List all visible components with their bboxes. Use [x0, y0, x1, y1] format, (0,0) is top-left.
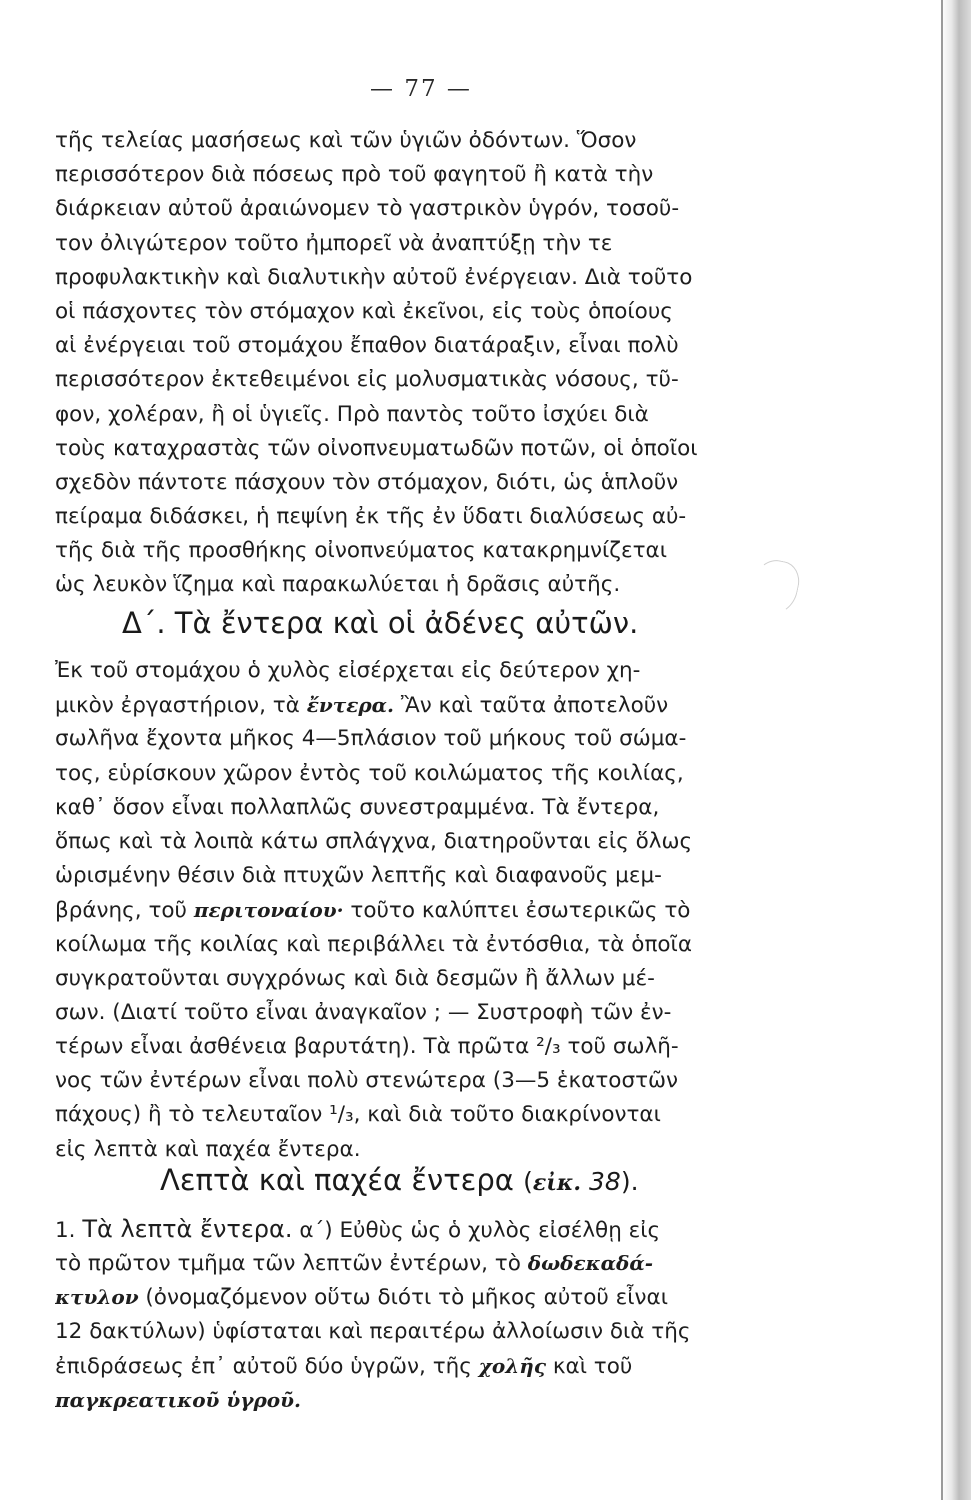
- text-line: τὸ πρῶτον τμῆμα τῶν λεπτῶν ἐντέρων, τὸ δωδεκαδά-: [55, 1251, 654, 1277]
- text-line: αἱ ἐνέργειαι τοῦ στομάχου ἔπαθον διατάραξιν, εἶναι πολὺ: [55, 333, 679, 359]
- text-line: τος, εὑρίσκουν χῶρον ἐντὸς τοῦ κοιλώματος τῆς κοιλίας,: [55, 760, 684, 786]
- term-intestines: ἔντερα.: [306, 693, 395, 718]
- text-line: κοίλωμα τῆς κοιλίας καὶ περιβάλλει τὰ ἐντόσθια, τὰ ὁποῖα: [55, 931, 693, 957]
- subheading-small-intestines: Τὰ λεπτὰ ἔντερα.: [82, 1215, 293, 1243]
- text-line: τῆς τελείας μασήσεως καὶ τῶν ὑγιῶν ὀδόντων. Ὅσον: [55, 128, 637, 153]
- text-line: προφυλακτικὴν καὶ διαλυτικὴν αὐτοῦ ἐνέργειαν. Διὰ τοῦτο: [55, 264, 693, 290]
- term-peritoneum: περιτοναίου·: [193, 898, 344, 923]
- text-line: σωλῆνα ἔχοντα μῆκος 4—5πλάσιον τοῦ μήκους τοῦ σώμα-: [55, 726, 687, 752]
- text-line: τον ὀλιγώτερον τοῦτο ἠμπορεῖ νὰ ἀναπτύξῃ τὴν τε: [55, 230, 613, 256]
- text-line: ἐπιδράσεως ἐπ᾽ αὐτοῦ δύο ὑγρῶν, τῆς χολῆς καὶ τοῦ: [55, 1353, 633, 1379]
- text-line: οἱ πάσχοντες τὸν στόμαχον καὶ ἐκεῖνοι, εἰς τοὺς ὁποίους: [55, 298, 673, 324]
- section-heading-intestines: Δ΄. Τὰ ἔντερα καὶ οἱ ἀδένες αὐτῶν.: [122, 606, 639, 640]
- text-line: τῆς διὰ τῆς προσθήκης οἰνοπνεύματος κατακρημνίζεται: [55, 538, 667, 564]
- paragraph-small-intestines: [55, 1212, 815, 1417]
- paragraph-intestines: [55, 654, 815, 1167]
- text-line: [55, 1383, 815, 1417]
- text-line: πείραμα διδάσκει, ἡ πεψίνη ἐκ τῆς ἐν ὕδατι διαλύσεως αὐ-: [55, 504, 687, 530]
- text-line: συγκρατοῦνται συγχρόνως καὶ διὰ δεσμῶν ἢ ἄλλων μέ-: [55, 965, 655, 991]
- text-line: τέρων εἶναι ἀσθένεια βαρυτάτη). Τὰ πρῶτα ²/₃ τοῦ σωλῆ-: [55, 1034, 679, 1060]
- text-line: μικὸν ἐργαστήριον, τὰ ἔντερα. Ἂν καὶ ταῦτα ἀποτελοῦν: [55, 693, 669, 719]
- term-duodenum: δωδεκαδά-: [527, 1251, 654, 1276]
- text-line: σχεδὸν πάντοτε πάσχουν τὸν στόμαχον, διότι, ὡς ἁπλοῦν: [55, 469, 679, 495]
- text-line: 12 δακτύλων) ὑφίσταται καὶ περαιτέρω ἀλλοίωσιν διὰ τῆς: [55, 1318, 691, 1344]
- text-line: Ἐκ τοῦ στομάχου ὁ χυλὸς εἰσέρχεται εἰς δεύτερον χη-: [55, 658, 641, 683]
- text-line: 1. Τὰ λεπτὰ ἔντερα. α΄) Εὐθὺς ὡς ὁ χυλὸς εἰσέλθῃ εἰς: [55, 1215, 661, 1243]
- term-pancreatic-juice: παγκρεατικοῦ ὑγροῦ.: [55, 1387, 301, 1412]
- text-line: εἰς λεπτὰ καὶ παχέα ἔντερα.: [55, 1136, 361, 1162]
- page-number: — 77 —: [370, 76, 472, 102]
- text-line: νος τῶν ἐντέρων εἶναι πολὺ στενώτερα (3—5 ἑκατοστῶν: [55, 1068, 679, 1094]
- text-line: ὅπως καὶ τὰ λοιπὰ κάτω σπλάγχνα, διατηροῦνται εἰς ὅλως: [55, 828, 693, 854]
- page-edge-line: [941, 0, 943, 1500]
- page-edge-shadow: [941, 0, 971, 1500]
- figure-reference: εἰκ.: [532, 1170, 582, 1196]
- text-line: ὡρισμένην θέσιν διὰ πτυχῶν λεπτῆς καὶ διαφανοῦς μεμ-: [55, 863, 662, 889]
- text-line: βράνης, τοῦ περιτοναίου· τοῦτο καλύπτει ἐσωτερικῶς τὸ: [55, 898, 691, 924]
- text-line: κτυλον (ὀνομαζόμενον οὕτω διότι τὸ μῆκος αὐτοῦ εἶναι: [55, 1285, 668, 1311]
- text-line: τοὺς καταχραστὰς τῶν οἰνοπνευματωδῶν ποτῶν, οἱ ὁποῖοι: [55, 435, 698, 461]
- text-line: πάχους) ἢ τὸ τελευταῖον ¹/₃, καὶ διὰ τοῦτο διακρίνονται: [55, 1102, 661, 1128]
- text-line: σων. (Διατί τοῦτο εἶναι ἀναγκαῖον ; — Συστροφὴ τῶν ἐν-: [55, 999, 672, 1025]
- term-bile: χολῆς: [478, 1353, 547, 1378]
- text-line: φον, χολέραν, ἢ οἱ ὑγιεῖς. Πρὸ παντὸς τοῦτο ἰσχύει διὰ: [55, 401, 649, 427]
- text-line: καθ᾽ ὅσον εἶναι πολλαπλῶς συνεστραμμένα. Τὰ ἔντερα,: [55, 794, 660, 820]
- text-line: περισσότερον ἐκτεθειμένοι εἰς μολυσματικὰς νόσους, τῦ-: [55, 367, 679, 393]
- text-line: διάρκειαν αὐτοῦ ἀραιώνομεν τὸ γαστρικὸν ὑγρόν, τοσοῦ-: [55, 196, 680, 222]
- text-line: ὡς λευκὸν ἵζημα καὶ παρακωλύεται ἡ δρᾶσις αὐτῆς.: [55, 572, 621, 598]
- section-heading-small-large-intestines: Λεπτὰ καὶ παχέα ἔντερα (εἰκ. 38).: [160, 1163, 639, 1197]
- paragraph-mastication: [55, 124, 815, 603]
- text-line: περισσότερον διὰ πόσεως πρὸ τοῦ φαγητοῦ ἢ κατὰ τὴν: [55, 162, 654, 188]
